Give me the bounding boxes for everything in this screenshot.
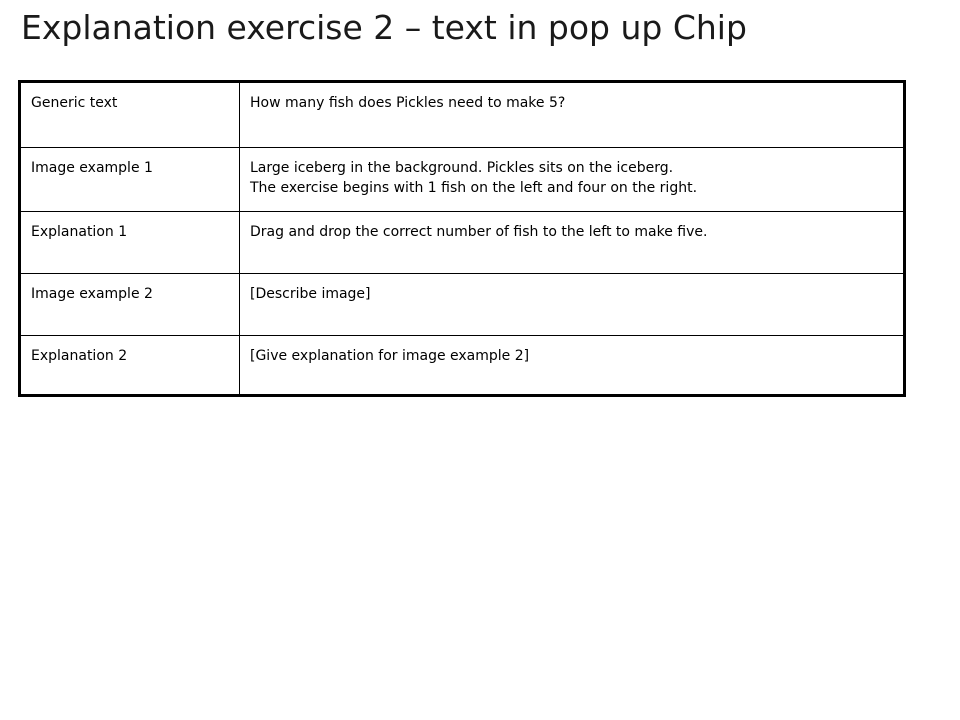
row-text-line: Large iceberg in the background. Pickles sits on the iceberg. (250, 160, 674, 176)
row-text-line: Drag and drop the correct number of fish to the left to make five. (250, 224, 708, 240)
row-label: Explanation 2 (20, 336, 240, 396)
row-content (240, 148, 905, 212)
content-table (18, 80, 906, 397)
row-text-line: [Describe image] (250, 286, 371, 302)
table-row (20, 82, 905, 148)
row-content (240, 82, 905, 148)
row-content (240, 336, 905, 396)
page-title: Explanation exercise 2 – text in pop up Chip (21, 8, 747, 47)
row-text-line: The exercise begins with 1 fish on the left and four on the right. (250, 180, 698, 196)
row-text-line: How many fish does Pickles need to make 5? (250, 95, 566, 111)
row-text-line: [Give explanation for image example 2] (250, 348, 530, 364)
table-row (20, 148, 905, 212)
row-content (240, 274, 905, 336)
row-label: Image example 1 (20, 148, 240, 212)
row-label: Explanation 1 (20, 212, 240, 274)
row-label: Image example 2 (20, 274, 240, 336)
table-row (20, 274, 905, 336)
row-content (240, 212, 905, 274)
table-row (20, 336, 905, 396)
row-label: Generic text (20, 82, 240, 148)
table-row (20, 212, 905, 274)
